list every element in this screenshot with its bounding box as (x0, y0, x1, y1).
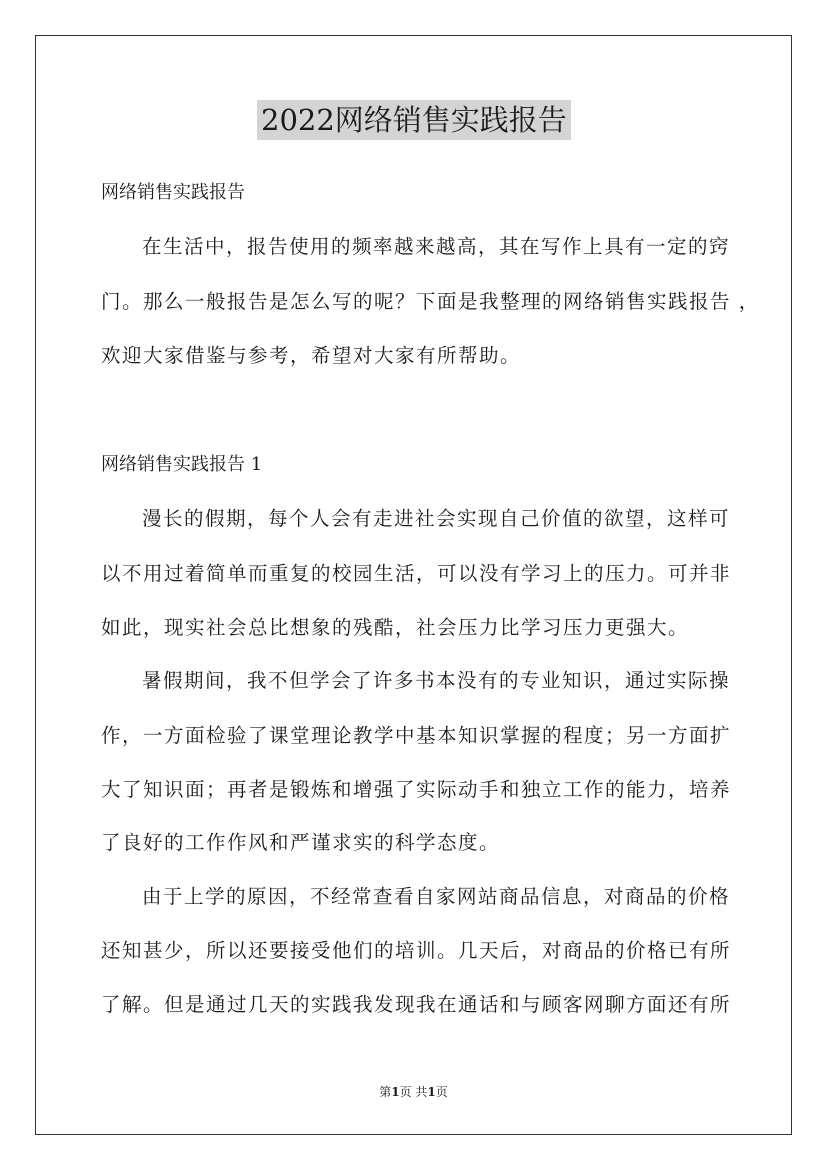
paragraph-line: 了解。但是通过几天的实践我发现我在通话和与顾客网聊方面还有所 (101, 993, 732, 1016)
intro-line: 在生活中，报告使用的频率越来越高，其在写作上具有一定的窍 (142, 235, 731, 258)
section-heading: 网络销售实践报告 1 (101, 454, 263, 475)
paragraph-line: 大了知识面；再者是锻炼和增强了实际动手和独立工作的能力，培养 (101, 778, 732, 801)
footer-suffix: 页 (435, 1085, 448, 1099)
page-footer (0, 1084, 827, 1100)
footer-total-pages: 1 (427, 1085, 436, 1099)
paragraph-line: 漫长的假期，每个人会有走进社会实现自己价值的欲望，这样可 (142, 507, 731, 530)
intro-line: 欢迎大家借鉴与参考，希望对大家有所帮助。 (101, 344, 522, 367)
paragraph-line: 还知甚少，所以还要接受他们的培训。几天后，对商品的价格已有所 (101, 939, 732, 962)
footer-prefix: 第 (379, 1085, 392, 1099)
paragraph-line: 暑假期间，我不但学会了许多书本没有的专业知识，通过实际操 (142, 669, 731, 692)
paragraph-line: 如此，现实社会总比想象的残酷，社会压力比学习压力更强大。 (101, 616, 690, 639)
intro-line: 门。那么一般报告是怎么写的呢？下面是我整理的网络销售实践报告 ， (101, 290, 760, 313)
paragraph-line: 了良好的工作作风和严谨求实的科学态度。 (101, 831, 501, 854)
document-title: 2022网络销售实践报告 (257, 100, 571, 140)
paragraph-line: 由于上学的原因，不经常查看自家网站商品信息，对商品的价格 (142, 885, 731, 908)
paragraph-line: 以不用过着简单而重复的校园生活，可以没有学习上的压力。可并非 (101, 562, 732, 585)
intro-heading: 网络销售实践报告 (101, 182, 245, 203)
footer-current-page: 1 (391, 1085, 400, 1099)
footer-mid: 页 共 (399, 1085, 428, 1099)
paragraph-line: 作，一方面检验了课堂理论教学中基本知识掌握的程度；另一方面扩 (101, 724, 732, 747)
